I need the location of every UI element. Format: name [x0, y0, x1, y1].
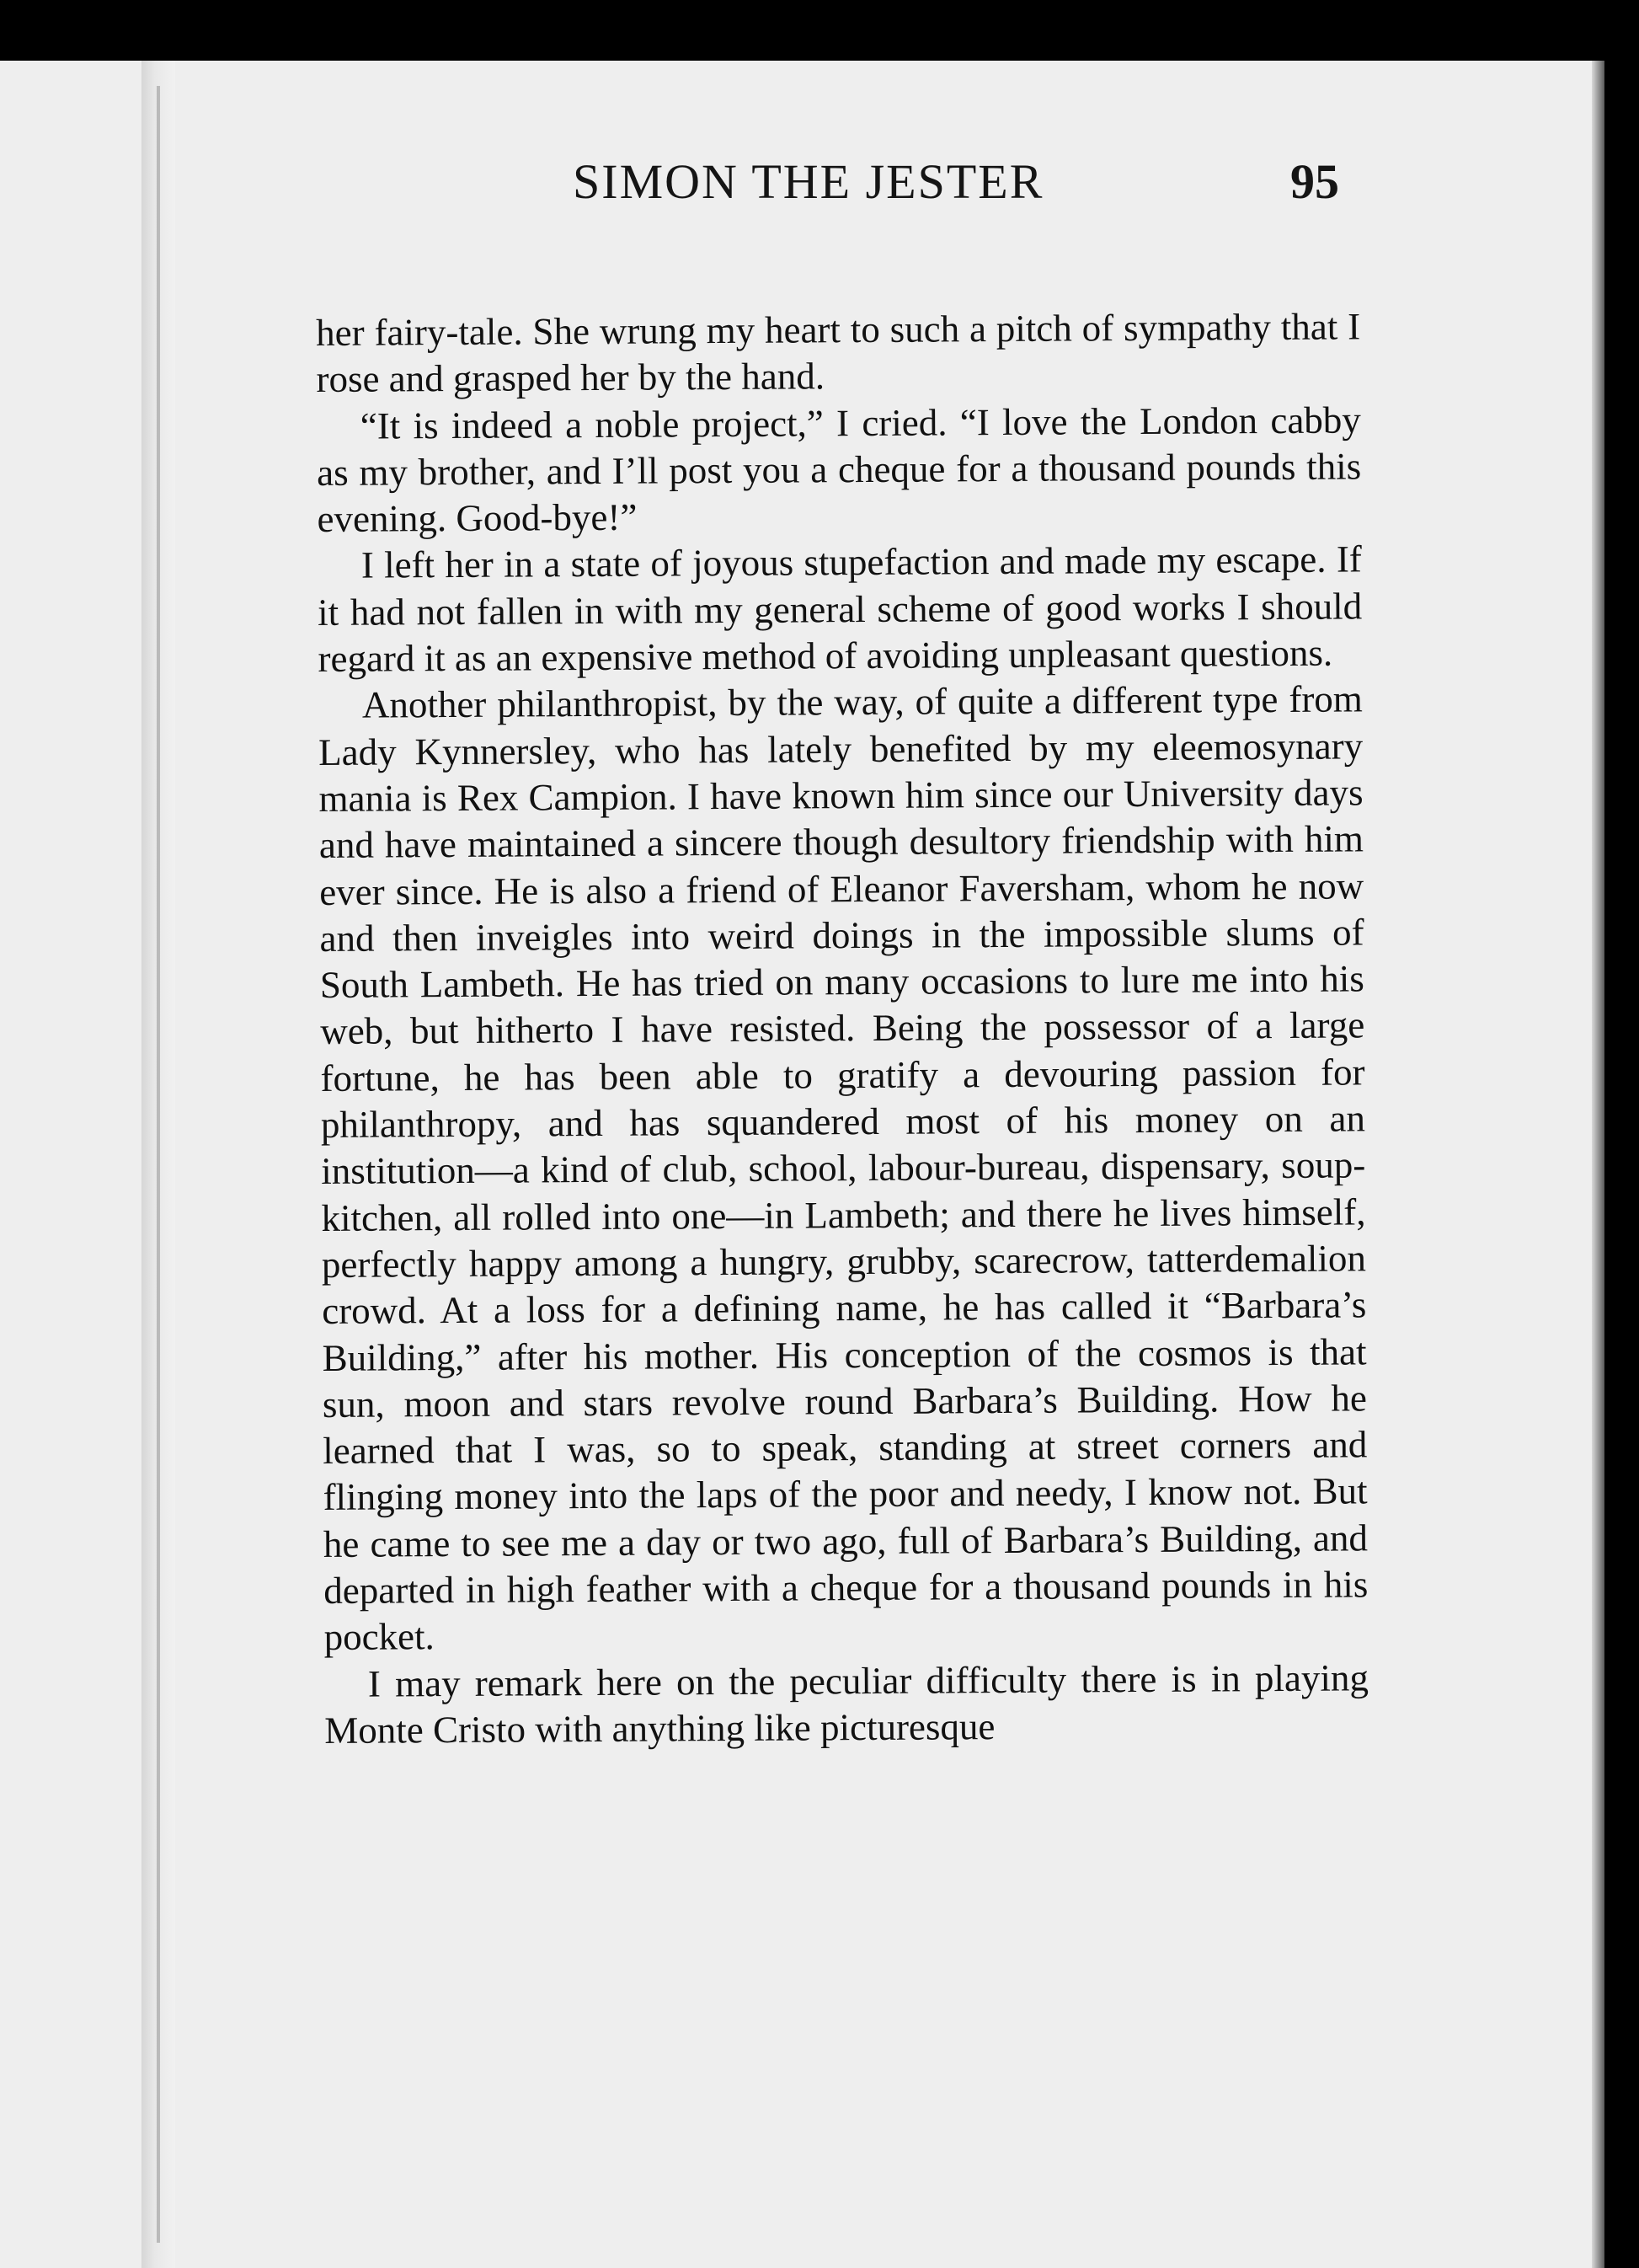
page-number: 95 — [1290, 154, 1339, 209]
paragraph-2: “It is indeed a noble project,” I cried. “I love the London cabby as my brother, and I’ll post you a cheque for a thousand pounds this evening. Good-bye!” — [317, 399, 1362, 541]
body-text — [316, 303, 1369, 1754]
paragraph-3: I left her in a state of joyous stupefaction and made my escape. If it had not fallen in with my general scheme of good works I should regard it as an expensive method of avoiding unpleasant questions. — [318, 538, 1363, 681]
paragraph-5: I may remark here on the peculiar difficulty there is in playing Monte Cristo with anything like picturesque — [324, 1656, 1369, 1752]
paragraph-4: Another philanthropist, by the way, of quite a different type from Lady Kynnersley, who has lately benefited by my eleemosynary mania is Rex Campion. I have known him since our University days and have maintained a sincere though desultory friendship with him ever since. He is also a friend of Eleanor Faversham, whom he now and then inveigles into weird doings in the impossible slums of South Lambeth. He has tried on many occasions to lure me into his web, but hitherto I have resisted. Being the possessor of a large fortune, he has been able to gratify a devouring passion for philanthropy, and has squandered most of his money on an institution—a kind of club, school, labour-bureau, dispensary, soup-kitchen, all rolled into one—in Lambeth; and there he lives himself, perfectly happy among a hungry, grubby, scarecrow, tatterdemalion crowd. At a loss for a defining name, he has called it “Barbara’s Building,” after his mother. His conception of the cosmos is that sun, moon and stars revolve round Barbara’s Building. How he learned that I was, so to speak, standing at street corners and flinging money into the laps of the poor and needy, I know not. But he came to see me a day or two ago, full of Barbara’s Building, and departed in high feather with a cheque for a thousand pounds in his pocket. — [318, 677, 1369, 1659]
page-edge — [1592, 61, 1604, 2268]
running-head — [320, 153, 1356, 221]
book-page — [0, 61, 1604, 2268]
paragraph-1: her fairy-tale. She wrung my heart to such a pitch of sympathy that I rose and grasped her by the hand. — [316, 305, 1361, 401]
running-title: SIMON THE JESTER — [573, 154, 1044, 209]
binding-shadow — [157, 86, 160, 2243]
